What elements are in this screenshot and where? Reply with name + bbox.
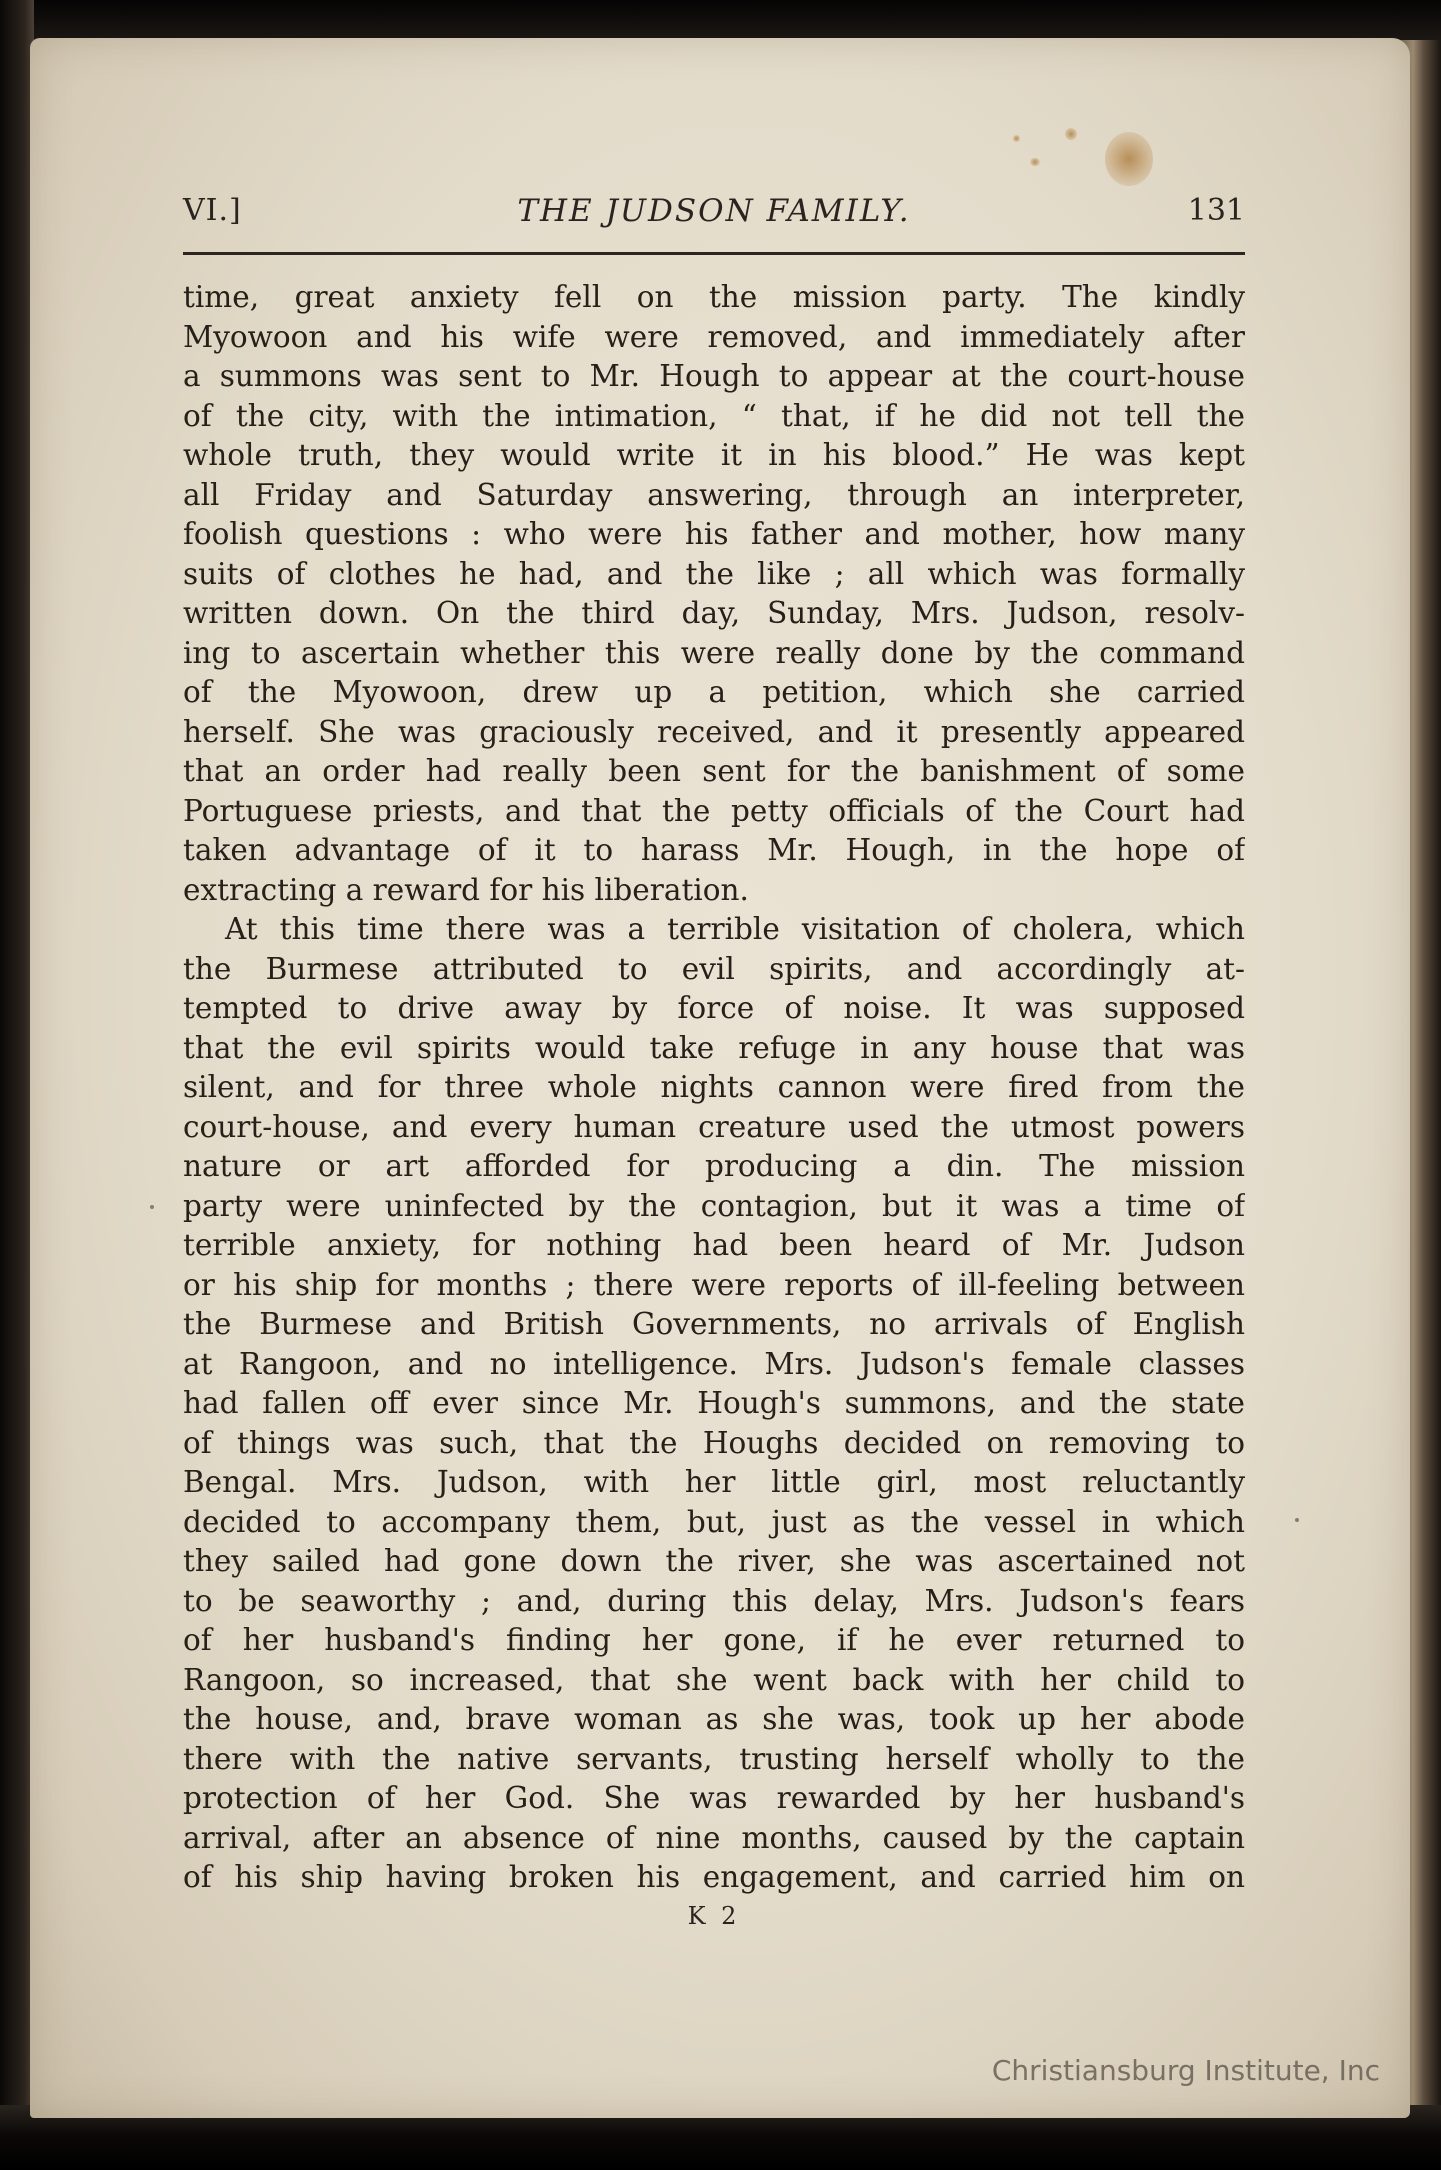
text-line: arrival, after an absence of nine months, caused by the captain	[183, 1820, 1245, 1855]
text-line: tempted to drive away by force of noise. It was supposed	[183, 991, 1245, 1025]
text-line: a summons was sent to Mr. Hough to appear at the court-house	[183, 359, 1245, 393]
signature-mark: K 2	[687, 1902, 741, 1930]
foxing-stain	[1030, 158, 1040, 166]
text-line: At this time there was a terrible visitation of cholera, which	[225, 912, 1245, 946]
text-line: whole truth, they would write it in his blood.” He was kept	[183, 438, 1245, 472]
text-line: written down. On the third day, Sunday, Mrs. Judson, resolv-	[183, 596, 1245, 630]
text-line: had fallen off ever since Mr. Hough's summons, and the state	[183, 1386, 1245, 1420]
text-line: terrible anxiety, for nothing had been heard of Mr. Judson	[183, 1228, 1245, 1262]
foxing-stain	[1013, 135, 1020, 142]
header-rule	[183, 252, 1245, 255]
background-left	[0, 0, 34, 2170]
text-line: the Burmese and British Governments, no arrivals of English	[183, 1307, 1245, 1341]
text-line: Portuguese priests, and that the petty officials of the Court had	[183, 793, 1245, 828]
text-line: that an order had really been sent for the banishment of some	[183, 754, 1245, 788]
text-line: herself. She was graciously received, and it presently appeared	[183, 714, 1245, 749]
foxing-stain	[1065, 128, 1077, 140]
text-line: time, great anxiety fell on the mission party. The kindly	[183, 280, 1245, 314]
text-line: Myowoon and his wife were removed, and immediately after	[183, 319, 1245, 354]
text-line: foolish questions : who were his father and mother, how many	[183, 517, 1245, 551]
text-line: of her husband's finding her gone, if he ever returned to	[183, 1623, 1245, 1657]
foxing-stain	[1105, 132, 1153, 186]
text-line: decided to accompany them, but, just as the vessel in which	[183, 1504, 1245, 1539]
text-line: ing to ascertain whether this were really done by the command	[183, 635, 1245, 670]
background-top	[0, 0, 1441, 42]
text-line: there with the native servants, trusting herself wholly to the	[183, 1741, 1245, 1776]
book-title: THE JUDSON FAMILY.	[517, 193, 911, 229]
chapter-number: VI.]	[183, 193, 242, 228]
paper-speck	[1295, 1518, 1299, 1522]
text-line: they sailed had gone down the river, she was ascertained not	[183, 1544, 1245, 1578]
text-line: protection of her God. She was rewarded by her husband's	[183, 1781, 1245, 1815]
text-line: court-house, and every human creature used the utmost powers	[183, 1109, 1245, 1144]
body-text	[183, 278, 1245, 1898]
text-line: silent, and for three whole nights cannon were fired from the	[183, 1070, 1245, 1104]
text-line: at Rangoon, and no intelligence. Mrs. Judson's female classes	[183, 1346, 1245, 1381]
text-line: suits of clothes he had, and the like ; all which was formally	[183, 556, 1245, 591]
text-line: all Friday and Saturday answering, through an interpreter,	[183, 477, 1245, 512]
text-line: Rangoon, so increased, that she went back with her child to	[183, 1662, 1245, 1697]
text-line: the house, and, brave woman as she was, took up her abode	[183, 1702, 1245, 1736]
text-line: to be seaworthy ; and, during this delay, Mrs. Judson's fears	[183, 1583, 1245, 1618]
running-head	[183, 185, 1245, 245]
text-line: of the Myowoon, drew up a petition, which she carried	[183, 675, 1245, 709]
text-line: or his ship for months ; there were reports of ill-feeling between	[183, 1267, 1245, 1302]
page-number: 131	[1187, 193, 1245, 228]
text-line: taken advantage of it to harass Mr. Hough, in the hope of	[183, 833, 1245, 867]
text-line: of the city, with the intimation, “ that, if he did not tell the	[183, 398, 1245, 433]
text-line: party were uninfected by the contagion, but it was a time of	[183, 1188, 1245, 1223]
text-line: nature or art afforded for producing a din. The mission	[183, 1149, 1245, 1183]
text-line: extracting a reward for his liberation.	[183, 872, 749, 907]
paper-speck	[150, 1205, 154, 1209]
watermark: Christiansburg Institute, Inc	[991, 2054, 1380, 2087]
text-line: that the evil spirits would take refuge in any house that was	[183, 1030, 1245, 1065]
text-line: Bengal. Mrs. Judson, with her little girl, most reluctantly	[183, 1465, 1245, 1499]
text-line: the Burmese attributed to evil spirits, and accordingly at-	[183, 951, 1245, 986]
text-line: of his ship having broken his engagement, and carried him on	[183, 1860, 1245, 1894]
text-line: of things was such, that the Houghs decided on removing to	[183, 1425, 1245, 1460]
